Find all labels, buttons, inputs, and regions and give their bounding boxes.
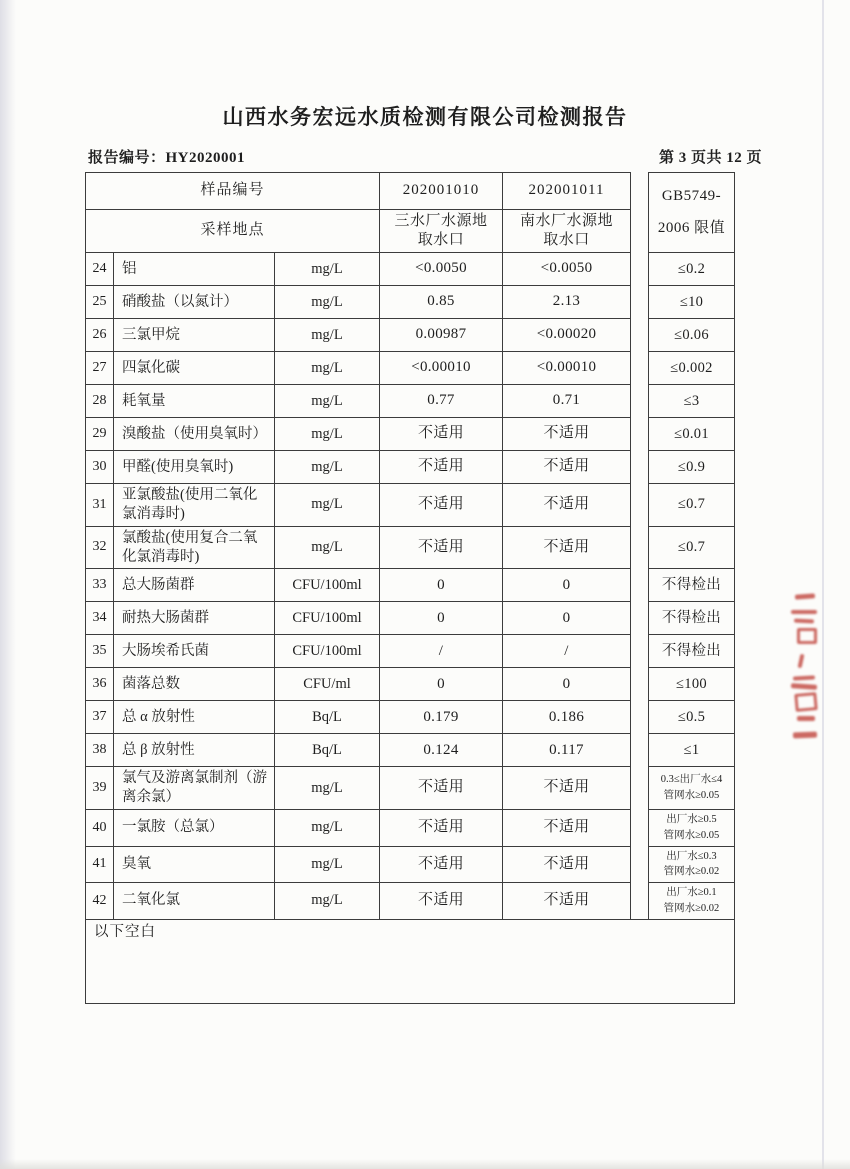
report-number-value: HY2020001 bbox=[165, 150, 246, 166]
value-sample2: 0.71 bbox=[503, 385, 631, 418]
header-location-2 bbox=[503, 210, 631, 253]
limit-value bbox=[648, 602, 735, 635]
value-sample2: 0 bbox=[503, 602, 631, 635]
param-name: 总大肠菌群 bbox=[114, 569, 275, 602]
row-number: 34 bbox=[85, 602, 114, 635]
value-sample1: 0.179 bbox=[380, 701, 503, 734]
limit-value bbox=[648, 883, 735, 919]
scan-shadow-left bbox=[0, 0, 16, 1169]
unit: mg/L bbox=[275, 484, 380, 527]
blank-below-note: 以下空白 bbox=[85, 919, 735, 1004]
stamp-mark bbox=[791, 683, 817, 690]
limit-value bbox=[648, 701, 735, 734]
limit-line: ≤0.7 bbox=[677, 496, 706, 513]
row-number: 33 bbox=[85, 569, 114, 602]
stamp-mark bbox=[797, 628, 817, 644]
param-name: 氯气及游离氯制剂（游离余氯） bbox=[114, 767, 275, 810]
row-number: 27 bbox=[85, 352, 114, 385]
param-name: 二氧化氯 bbox=[114, 883, 275, 919]
limit-line: 0.3≤出厂水≤4 bbox=[660, 774, 723, 786]
header-sample-id-label: 样品编号 bbox=[85, 172, 380, 210]
limit-value bbox=[648, 352, 735, 385]
value-sample2: 不适用 bbox=[503, 527, 631, 570]
stamp-mark bbox=[793, 675, 815, 680]
value-sample2: 不适用 bbox=[503, 767, 631, 810]
param-name: 耗氧量 bbox=[114, 385, 275, 418]
limit-value bbox=[648, 418, 735, 451]
limit-line: ≤3 bbox=[683, 392, 700, 409]
unit: mg/L bbox=[275, 527, 380, 570]
value-sample2: 不适用 bbox=[503, 484, 631, 527]
report-meta bbox=[88, 146, 762, 167]
header-sample-id-1: 202001010 bbox=[380, 172, 503, 210]
limit-line: 不得检出 bbox=[661, 642, 722, 659]
limit-line: 出厂水≥0.5 bbox=[666, 814, 717, 826]
value-sample2: 不适用 bbox=[503, 451, 631, 484]
header-location-2-line1: 南水厂水源地 bbox=[519, 212, 613, 229]
value-sample1: 0 bbox=[380, 602, 503, 635]
unit: Bq/L bbox=[275, 701, 380, 734]
limit-line: 管网水≥0.02 bbox=[663, 902, 720, 914]
value-sample1: <0.0050 bbox=[380, 253, 503, 286]
unit: mg/L bbox=[275, 451, 380, 484]
value-sample1: 不适用 bbox=[380, 451, 503, 484]
header-limit-line2: 2006 限值 bbox=[657, 220, 726, 236]
unit: mg/L bbox=[275, 253, 380, 286]
param-name: 甲醛(使用臭氧时) bbox=[114, 451, 275, 484]
value-sample1: 0.00987 bbox=[380, 319, 503, 352]
unit: CFU/ml bbox=[275, 668, 380, 701]
value-sample1: 不适用 bbox=[380, 484, 503, 527]
results-table bbox=[85, 172, 735, 1004]
limit-line: 不得检出 bbox=[661, 609, 722, 626]
row-number: 25 bbox=[85, 286, 114, 319]
limit-value bbox=[648, 668, 735, 701]
limit-line: ≤0.5 bbox=[677, 708, 706, 725]
value-sample1: 不适用 bbox=[380, 847, 503, 884]
limit-line: 出厂水≤0.3 bbox=[666, 850, 717, 862]
stamp-mark bbox=[791, 610, 817, 614]
unit: CFU/100ml bbox=[275, 569, 380, 602]
row-number: 39 bbox=[85, 767, 114, 810]
limit-value bbox=[648, 527, 735, 570]
unit: mg/L bbox=[275, 352, 380, 385]
param-name: 一氯胺（总氯） bbox=[114, 810, 275, 847]
unit: mg/L bbox=[275, 286, 380, 319]
value-sample2: <0.00020 bbox=[503, 319, 631, 352]
value-sample1: 不适用 bbox=[380, 767, 503, 810]
row-number: 37 bbox=[85, 701, 114, 734]
row-number: 28 bbox=[85, 385, 114, 418]
limit-value bbox=[648, 319, 735, 352]
page-title: 山西水务宏远水质检测有限公司检测报告 bbox=[222, 105, 628, 129]
header-limit-line1: GB5749- bbox=[661, 187, 722, 204]
value-sample1: 不适用 bbox=[380, 418, 503, 451]
value-sample1: 0.77 bbox=[380, 385, 503, 418]
value-sample2: 不适用 bbox=[503, 883, 631, 919]
stamp-mark bbox=[794, 692, 817, 712]
limit-value bbox=[648, 385, 735, 418]
param-name: 铝 bbox=[114, 253, 275, 286]
stamp-mark bbox=[793, 732, 817, 739]
param-name: 氯酸盐(使用复合二氧化氯消毒时) bbox=[114, 527, 275, 570]
red-stamp bbox=[789, 592, 823, 742]
limit-value bbox=[648, 286, 735, 319]
limit-line: ≤0.2 bbox=[677, 260, 706, 277]
row-number: 35 bbox=[85, 635, 114, 668]
row-number: 36 bbox=[85, 668, 114, 701]
row-number: 32 bbox=[85, 527, 114, 570]
param-name: 总 β 放射性 bbox=[114, 734, 275, 767]
limit-value bbox=[648, 767, 735, 810]
header-limit bbox=[648, 172, 735, 253]
row-number: 31 bbox=[85, 484, 114, 527]
unit: CFU/100ml bbox=[275, 635, 380, 668]
limit-value bbox=[648, 484, 735, 527]
header-sample-id-2: 202001011 bbox=[503, 172, 631, 210]
param-name: 亚氯酸盐(使用二氧化氯消毒时) bbox=[114, 484, 275, 527]
stamp-mark bbox=[795, 593, 815, 599]
limit-line: ≤0.7 bbox=[677, 539, 706, 556]
limit-value bbox=[648, 734, 735, 767]
value-sample1: 不适用 bbox=[380, 810, 503, 847]
row-number: 41 bbox=[85, 847, 114, 884]
limit-line: ≤0.01 bbox=[674, 425, 709, 442]
scan-shadow-bottom bbox=[0, 1159, 850, 1169]
limit-line: ≤0.002 bbox=[670, 359, 713, 376]
param-name: 总 α 放射性 bbox=[114, 701, 275, 734]
unit: CFU/100ml bbox=[275, 602, 380, 635]
param-name: 大肠埃希氏菌 bbox=[114, 635, 275, 668]
row-number: 38 bbox=[85, 734, 114, 767]
value-sample2: 不适用 bbox=[503, 418, 631, 451]
row-number: 29 bbox=[85, 418, 114, 451]
limit-line: 出厂水≥0.1 bbox=[666, 887, 717, 899]
limit-line: 管网水≥0.02 bbox=[663, 866, 720, 878]
value-sample2: / bbox=[503, 635, 631, 668]
limit-value bbox=[648, 451, 735, 484]
value-sample1: 不适用 bbox=[380, 883, 503, 919]
limit-line: 不得检出 bbox=[661, 576, 722, 593]
stamp-mark bbox=[794, 618, 814, 623]
limit-value bbox=[648, 635, 735, 668]
value-sample1: 0 bbox=[380, 668, 503, 701]
header-location-1-line2: 取水口 bbox=[417, 232, 465, 248]
value-sample1: <0.00010 bbox=[380, 352, 503, 385]
header-location-1-line1: 三水厂水源地 bbox=[394, 212, 488, 229]
limit-line: ≤1 bbox=[683, 741, 700, 758]
limit-line: ≤0.06 bbox=[674, 326, 709, 343]
value-sample2: 0 bbox=[503, 668, 631, 701]
value-sample2: 0.117 bbox=[503, 734, 631, 767]
unit: Bq/L bbox=[275, 734, 380, 767]
value-sample1: 0.124 bbox=[380, 734, 503, 767]
value-sample2: 0.186 bbox=[503, 701, 631, 734]
limit-value bbox=[648, 847, 735, 884]
limit-line: ≤10 bbox=[679, 293, 704, 310]
stamp-mark bbox=[797, 716, 815, 721]
param-name: 硝酸盐（以氮计） bbox=[114, 286, 275, 319]
unit: mg/L bbox=[275, 810, 380, 847]
unit: mg/L bbox=[275, 847, 380, 884]
row-number: 26 bbox=[85, 319, 114, 352]
param-name: 三氯甲烷 bbox=[114, 319, 275, 352]
param-name: 菌落总数 bbox=[114, 668, 275, 701]
value-sample2: 2.13 bbox=[503, 286, 631, 319]
value-sample1: 不适用 bbox=[380, 527, 503, 570]
param-name: 溴酸盐（使用臭氧时） bbox=[114, 418, 275, 451]
unit: mg/L bbox=[275, 883, 380, 919]
limit-line: ≤100 bbox=[676, 675, 707, 692]
unit: mg/L bbox=[275, 385, 380, 418]
value-sample2: <0.0050 bbox=[503, 253, 631, 286]
limit-value bbox=[648, 253, 735, 286]
unit: mg/L bbox=[275, 767, 380, 810]
param-name: 臭氧 bbox=[114, 847, 275, 884]
value-sample1: / bbox=[380, 635, 503, 668]
value-sample2: 0 bbox=[503, 569, 631, 602]
param-name: 四氯化碳 bbox=[114, 352, 275, 385]
report-number-label: 报告编号： bbox=[88, 150, 166, 166]
value-sample2: <0.00010 bbox=[503, 352, 631, 385]
stamp-mark bbox=[798, 654, 805, 669]
limit-value bbox=[648, 810, 735, 847]
row-number: 42 bbox=[85, 883, 114, 919]
row-number: 24 bbox=[85, 253, 114, 286]
header-location-label: 采样地点 bbox=[85, 210, 380, 253]
value-sample1: 0.85 bbox=[380, 286, 503, 319]
page-indicator: 第 3 页共 12 页 bbox=[658, 150, 762, 166]
value-sample2: 不适用 bbox=[503, 810, 631, 847]
param-name: 耐热大肠菌群 bbox=[114, 602, 275, 635]
limit-value bbox=[648, 569, 735, 602]
unit: mg/L bbox=[275, 319, 380, 352]
value-sample2: 不适用 bbox=[503, 847, 631, 884]
value-sample1: 0 bbox=[380, 569, 503, 602]
header-location-2-line2: 取水口 bbox=[543, 232, 590, 248]
paper-edge-line bbox=[822, 0, 824, 1169]
header-location-1 bbox=[380, 210, 503, 253]
limit-line: 管网水≥0.05 bbox=[663, 829, 720, 841]
unit: mg/L bbox=[275, 418, 380, 451]
report-number bbox=[88, 146, 245, 167]
limit-line: ≤0.9 bbox=[677, 458, 706, 475]
limit-line: 管网水≥0.05 bbox=[663, 790, 720, 802]
row-number: 40 bbox=[85, 810, 114, 847]
row-number: 30 bbox=[85, 451, 114, 484]
